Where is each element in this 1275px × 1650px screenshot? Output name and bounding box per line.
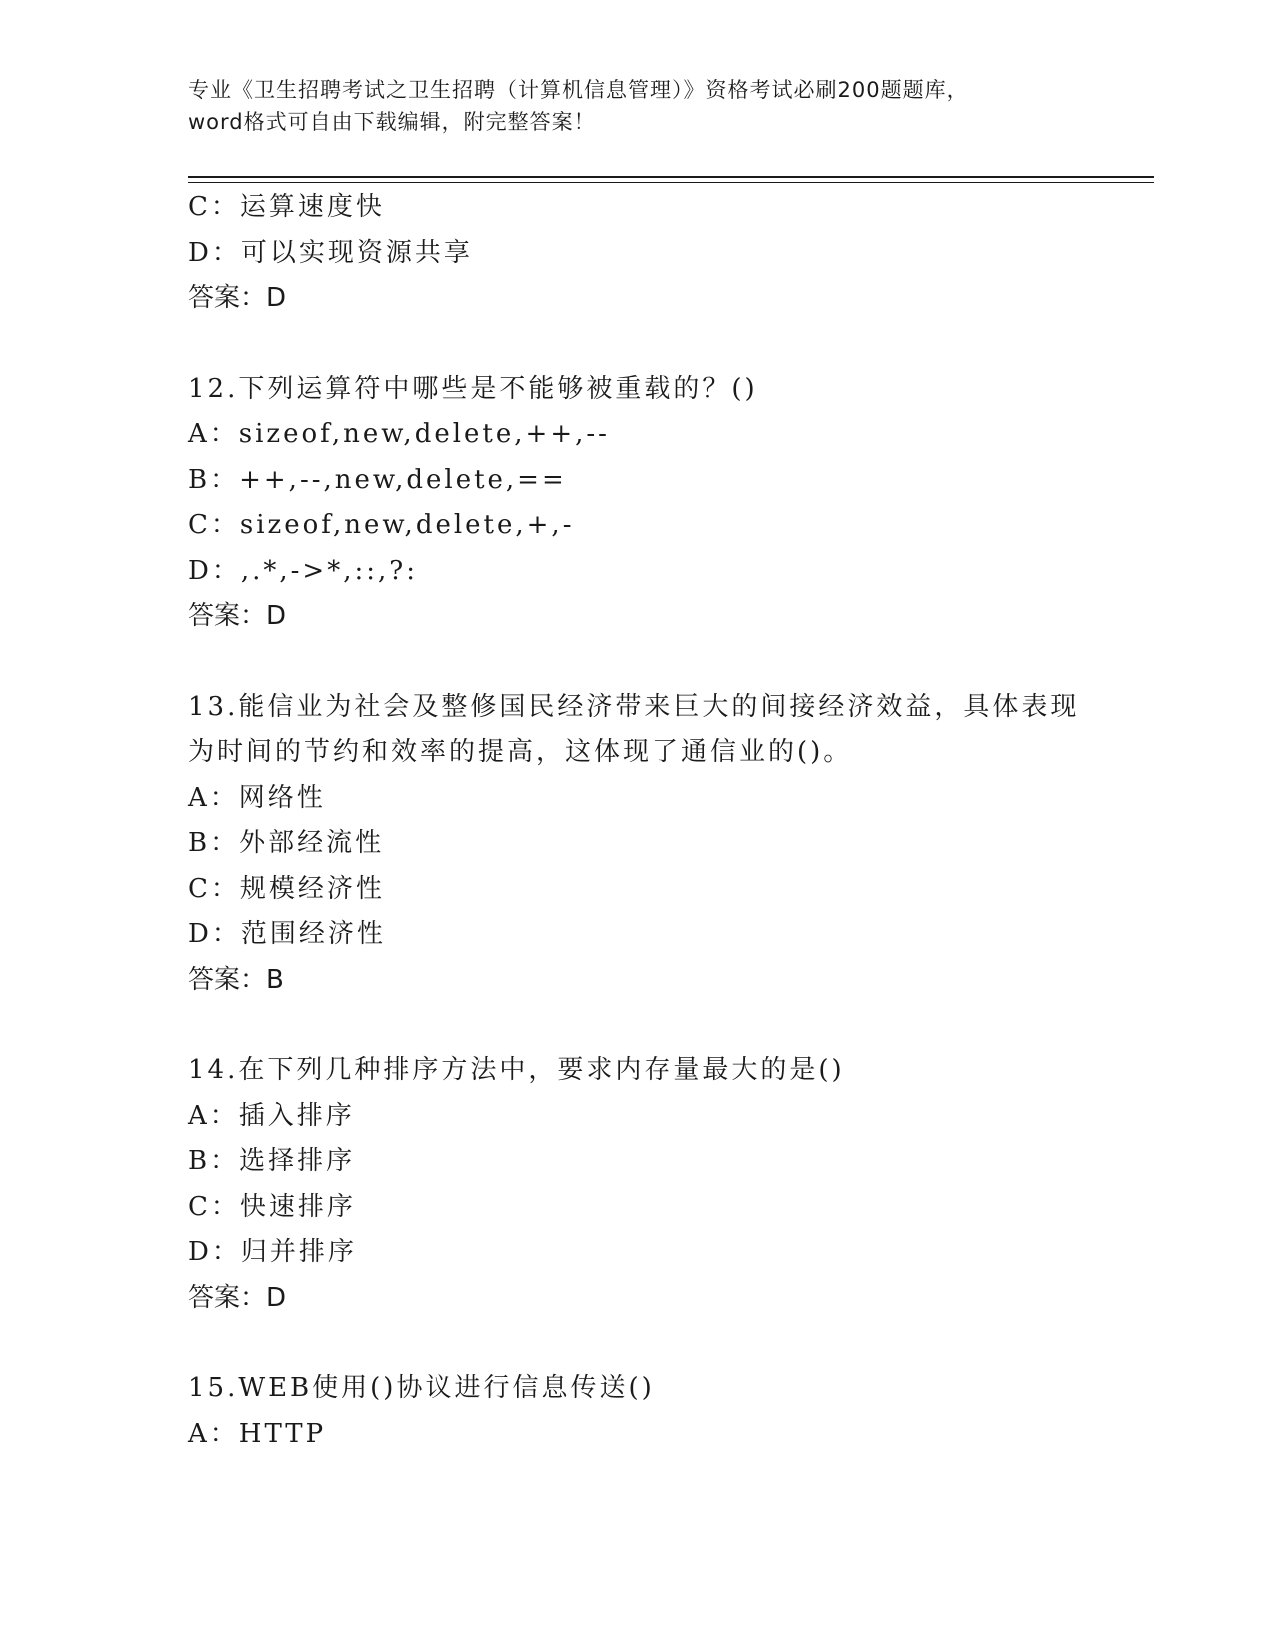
option-b: B：选择排序 <box>188 1146 356 1176</box>
answer-line: 答案：D <box>188 601 287 631</box>
option-d: D：归并排序 <box>188 1237 357 1267</box>
answer-line: 答案：B <box>188 964 284 995</box>
option-d: D：可以实现资源共享 <box>188 237 473 268</box>
spacer <box>188 1326 1088 1371</box>
question-text: 12.下列运算符中哪些是不能够被重载的？() <box>188 373 758 404</box>
option-b: B：++,--,new,delete,== <box>188 464 567 495</box>
question-list <box>188 190 1088 1462</box>
option-d: D：,.*,->*,::,?: <box>188 555 418 586</box>
document-header <box>188 74 1088 138</box>
spacer <box>188 1008 1088 1053</box>
option-a: A：sizeof,new,delete,++,-- <box>188 419 610 449</box>
option-a: A：HTTP <box>188 1418 327 1449</box>
option-b: B：外部经流性 <box>188 828 385 858</box>
spacer <box>188 645 1088 690</box>
question-14 <box>188 1053 1088 1315</box>
header-divider-thick <box>188 176 1154 178</box>
header-divider-thin <box>188 182 1154 183</box>
question-text: 14.在下列几种排序方法中，要求内存量最大的是() <box>188 1055 845 1085</box>
question-text-line-2: 为时间的节约和效率的提高，这体现了通信业的()。 <box>188 737 853 767</box>
answer-line: 答案：D <box>188 283 287 313</box>
question-11-continued <box>188 190 1088 315</box>
question-text: 15.WEB使用()协议进行信息传送() <box>188 1373 655 1403</box>
option-c: C：运算速度快 <box>188 192 385 222</box>
header-title-line-1: 专业《卫生招聘考试之卫生招聘（计算机信息管理）》资格考试必刷200题题库， <box>188 78 969 102</box>
option-c: C：sizeof,new,delete,+,- <box>188 510 575 540</box>
option-a: A：网络性 <box>188 782 326 813</box>
answer-line: 答案：D <box>188 1282 287 1313</box>
question-13 <box>188 690 1088 997</box>
option-c: C：规模经济性 <box>188 873 385 904</box>
question-text-line-1: 13.能信业为社会及整修国民经济带来巨大的间接经济效益，具体表现 <box>188 691 1080 722</box>
header-title-line-2: word格式可自由下载编辑，附完整答案！ <box>188 110 596 134</box>
question-15 <box>188 1371 1088 1451</box>
spacer <box>188 327 1088 372</box>
option-a: A：插入排序 <box>188 1100 355 1131</box>
option-d: D：范围经济性 <box>188 919 386 949</box>
option-c: C：快速排序 <box>188 1191 356 1222</box>
question-12 <box>188 372 1088 634</box>
